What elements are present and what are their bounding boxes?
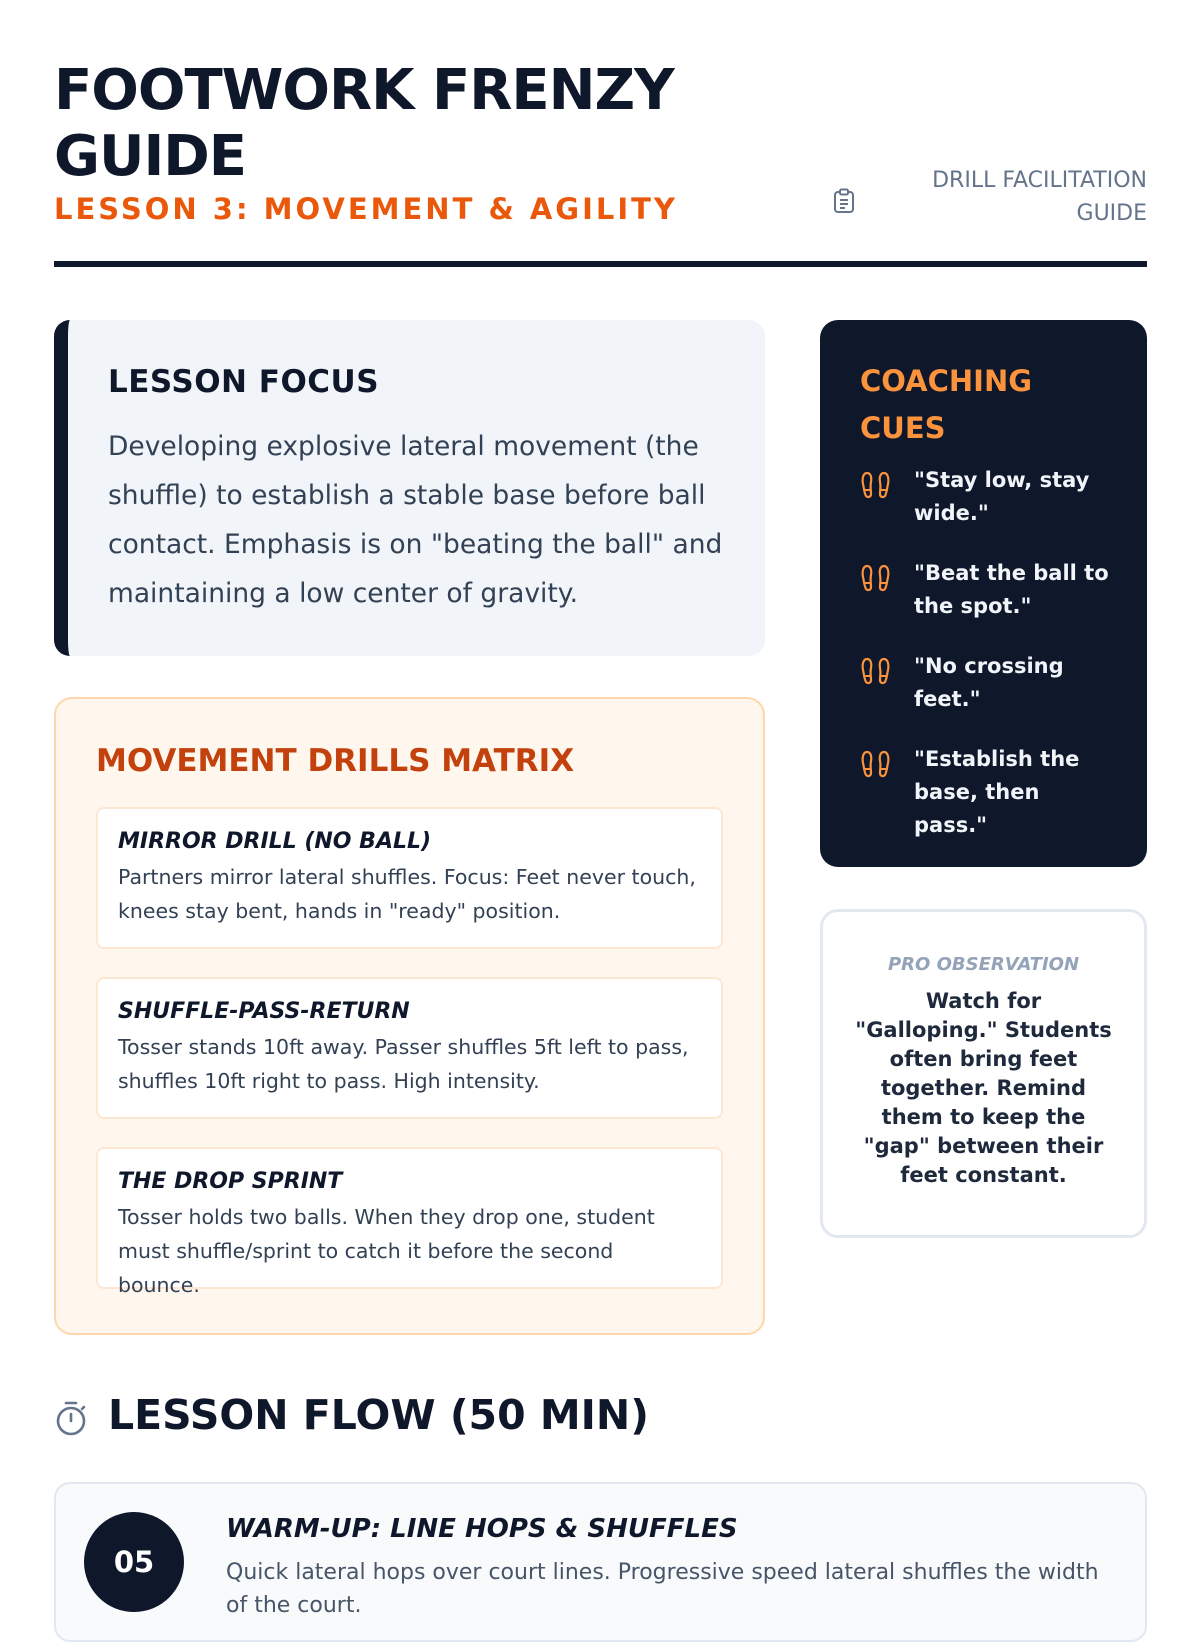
drill-name: SHUFFLE-PASS-RETURN xyxy=(118,999,410,1024)
drill-item xyxy=(96,807,723,949)
lesson-flow-title: LESSON FLOW (50 MIN) xyxy=(108,1391,649,1439)
footprints-icon xyxy=(860,470,892,500)
drill-name: MIRROR DRILL (NO BALL) xyxy=(118,829,432,854)
cue-text: "Stay low, stay wide." xyxy=(914,468,1090,525)
lesson-focus-title: LESSON FOCUS xyxy=(108,364,380,400)
cue-item xyxy=(860,464,1109,557)
cue-text: "Beat the ball to the spot." xyxy=(914,561,1109,618)
pro-observation-card xyxy=(820,909,1147,1238)
doc-type-label: DRILL FACILITATION GUIDE xyxy=(932,168,1147,226)
coaching-cues-title: COACHING CUES xyxy=(860,364,1033,445)
drill-description: Tosser holds two balls. When they drop one, student must shuffle/sprint to catch it before the second bounce. xyxy=(118,1205,655,1297)
footprints-icon xyxy=(860,656,892,686)
clipboard-icon xyxy=(832,188,856,214)
drill-item xyxy=(96,1147,723,1297)
drills-matrix-title: MOVEMENT DRILLS MATRIX xyxy=(96,743,575,779)
lesson-focus-text: Developing explosive lateral movement (the shuffle) to establish a stable base before ball contact. Emphasis is on "beating the ball" and maintaining a low center of gravity. xyxy=(108,431,723,609)
drill-description: Tosser stands 10ft away. Passer shuffles 5ft left to pass, shuffles 10ft right to pass. High intensity. xyxy=(118,1035,689,1093)
cue-item xyxy=(860,557,1109,650)
drills-matrix-card xyxy=(54,697,765,1335)
cue-text: "Establish the base, then pass." xyxy=(914,747,1080,837)
stopwatch-icon xyxy=(54,1400,88,1436)
footprints-icon xyxy=(860,749,892,779)
pro-observation-title: PRO OBSERVATION xyxy=(887,954,1080,975)
lesson-subtitle: LESSON 3: MOVEMENT & AGILITY xyxy=(54,192,678,226)
drill-name: THE DROP SPRINT xyxy=(118,1169,343,1194)
drill-description: Partners mirror lateral shuffles. Focus: Feet never touch, knees stay bent, hands in "ready" position. xyxy=(118,865,696,923)
flow-step-minutes-badge: 05 xyxy=(84,1512,184,1612)
header-divider xyxy=(54,261,1147,267)
flow-step-description: Quick lateral hops over court lines. Progressive speed lateral shuffles the width of the court. xyxy=(226,1560,1099,1618)
drill-item xyxy=(96,977,723,1119)
coaching-cues-card xyxy=(820,320,1147,867)
page-header xyxy=(54,58,1147,268)
cue-item xyxy=(860,743,1109,836)
pro-observation-text: Watch for "Galloping." Students often bring feet together. Remind them to keep the "gap" between their feet constant. xyxy=(855,989,1112,1187)
flow-step-card xyxy=(54,1482,1147,1642)
footprints-icon xyxy=(860,563,892,593)
page-title: FOOTWORK FRENZY GUIDE xyxy=(54,58,674,189)
cue-item xyxy=(860,650,1109,743)
cue-text: "No crossing feet." xyxy=(914,654,1064,711)
lesson-focus-card xyxy=(54,320,765,656)
flow-step-title: WARM-UP: LINE HOPS & SHUFFLES xyxy=(226,1514,738,1544)
